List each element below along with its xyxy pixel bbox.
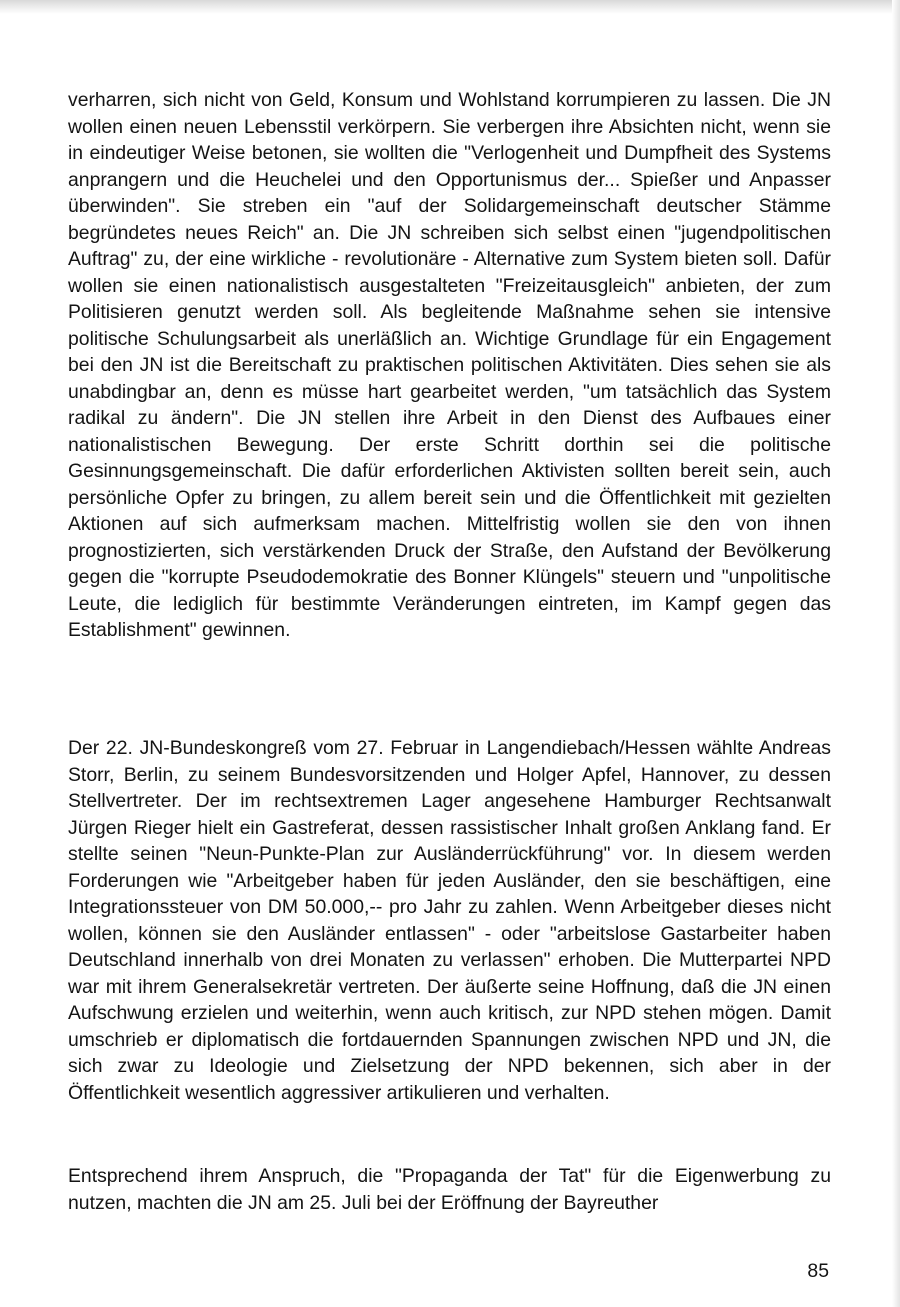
page-number: 85 xyxy=(807,1260,829,1282)
body-paragraph-3: Entsprechend ihrem Anspruch, die "Propaganda der Tat" für die Eigenwerbung zu nutzen, machten die JN am 25. Juli bei der Eröffnung der Bayreuther xyxy=(68,1165,831,1214)
body-paragraph-1: verharren, sich nicht von Geld, Konsum und Wohlstand korrumpieren zu lassen. Die JN wollen einen neuen Lebensstil verkörpern. Sie verbergen ihre Absichten nicht, wenn sie in eindeutiger Weise betonen, sie wollten die "Verlogenheit und Dumpfheit des Systems anprangern und die Heuchelei und den Opportunismus der... Spießer und Anpasser überwinden". Sie streben ein "auf der Solidargemeinschaft deutscher Stämme begründetes neues Reich" an. Die JN schreiben sich selbst einen "jugendpolitischen Auftrag" zu, der eine wirkliche - revolutionäre - Alternative zum System bieten soll. Dafür wollen sie einen nationalistisch ausgestalteten "Freizeitausgleich" anbieten, der zum Politisieren genutzt werden soll. Als begleitende Maßnahme sehen sie intensive politische Schulungsarbeit als unerläßlich an. Wichtige Grundlage für ein Engagement bei den JN ist die Bereitschaft zu praktischen politischen Aktivitäten. Dies sehen sie als unabdingbar an, denn es müsse hart gearbeitet werden, "um tatsächlich das System radikal zu ändern". Die JN stellen ihre Arbeit in den Dienst des Aufbaues einer nationalistischen Bewegung. Der erste Schritt dorthin sei die politische Gesinnungsgemeinschaft. Die dafür erforderlichen Aktivisten sollten bereit sein, auch persönliche Opfer zu bringen, zu allem bereit sein und die Öffentlichkeit mit gezielten Aktionen auf sich aufmerksam machen. Mittelfristig wollen sie den von ihnen prognostizierten, sich verstärkenden Druck der Straße, den Aufstand der Bevölkerung gegen die "korrupte Pseudodemokratie des Bonner Klüngels" steuern und "unpolitische Leute, die lediglich für bestimmte Veränderungen eintreten, im Kampf gegen das Establishment" gewinnen. xyxy=(68,89,831,641)
body-paragraph-2: Der 22. JN-Bundeskongreß vom 27. Februar in Langendiebach/Hessen wählte Andreas Storr, Berlin, zu seinem Bundesvorsitzenden und Holger Apfel, Hannover, zu dessen Stellvertreter. Der im rechtsextremen Lager angesehene Hamburger Rechtsanwalt Jürgen Rieger hielt ein Gastreferat, dessen rassistischer Inhalt großen Anklang fand. Er stellte seinen "Neun-Punkte-Plan zur Ausländerrückführung" vor. In diesem werden Forderungen wie "Arbeitgeber haben für jeden Ausländer, den sie beschäftigen, eine Integrationssteuer von DM 50.000,-- pro Jahr zu zahlen. Wenn Arbeitgeber dieses nicht wollen, können sie den Ausländer entlassen" - oder "arbeitslose Gastarbeiter haben Deutschland innerhalb von drei Monaten zu verlassen" erhoben. Die Mutterpartei NPD war mit ihrem Generalsekretär vertreten. Der äußerte seine Hoffnung, daß die JN einen Aufschwung erzielen und weiterhin, wenn auch kritisch, zur NPD stehen mögen. Damit umschrieb er diplomatisch die fortdauernden Spannungen zwischen NPD und JN, die sich zwar zu Ideologie und Zielsetzung der NPD bekennen, sich aber in der Öffentlichkeit wesentlich aggressiver artikulieren und verhalten. xyxy=(68,737,831,1104)
scan-shadow-right xyxy=(892,0,900,1307)
scan-shadow-top xyxy=(0,0,900,14)
